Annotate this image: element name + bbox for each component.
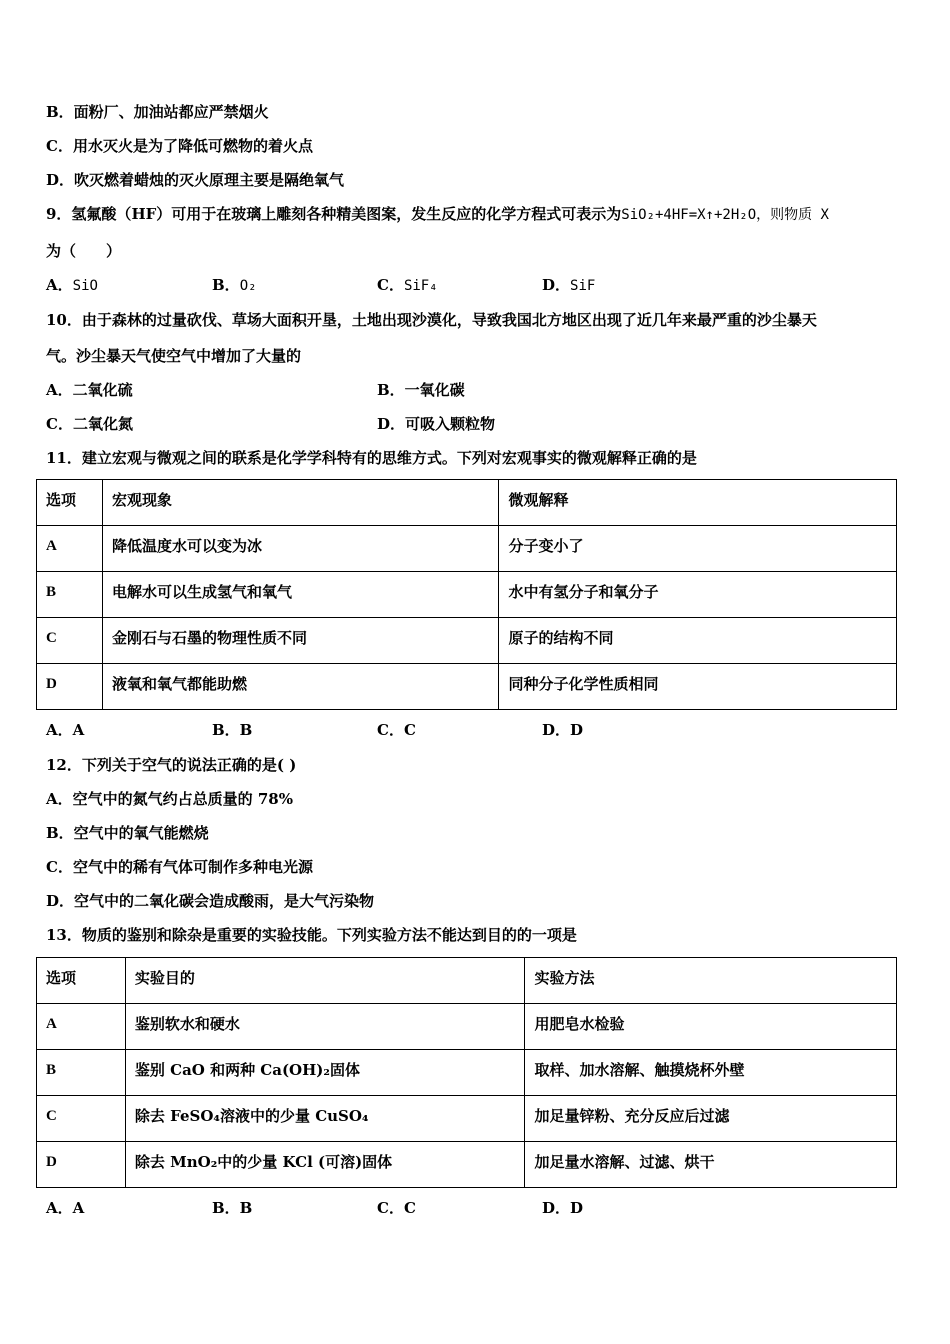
table-cell: C <box>37 1096 126 1142</box>
q12-option-b: B．空气中的氧气能燃烧 <box>46 824 209 842</box>
table-row <box>37 664 897 710</box>
q9-option-c: C．SiF₄ <box>377 276 438 294</box>
q9-stem-line2: 为（ ） <box>46 242 122 260</box>
q9-option-d: D．SiF <box>542 276 596 294</box>
q9-option-b: B．O₂ <box>212 276 257 294</box>
q11-table <box>36 479 897 710</box>
q11-answer-d: D．D <box>542 721 584 739</box>
table-cell: 用肥皂水检验 <box>525 1004 897 1050</box>
q11-answer-a: A．A <box>46 721 85 739</box>
q8-option-b: B．面粉厂、加油站都应严禁烟火 <box>46 103 269 121</box>
table-cell: 降低温度水可以变为冰 <box>102 526 499 572</box>
table-row <box>37 1142 897 1188</box>
table-cell: 除去 MnO₂中的少量 KCl (可溶)固体 <box>125 1142 525 1188</box>
table-cell: 鉴别软水和硬水 <box>125 1004 525 1050</box>
table-header-cell: 选项 <box>37 480 103 526</box>
table-header-row <box>37 480 897 526</box>
q10-stem: 10．由于森林的过量砍伐、草场大面积开垦，土地出现沙漠化，导致我国北方地区出现了近几年来最严重的沙尘暴天 <box>46 311 817 329</box>
table-row <box>37 618 897 664</box>
table-cell: B <box>37 1050 126 1096</box>
q10-option-a: A．二氧化硫 <box>46 381 133 399</box>
table-cell: B <box>37 572 103 618</box>
table-cell: 加足量锌粉、充分反应后过滤 <box>525 1096 897 1142</box>
table-cell: 原子的结构不同 <box>499 618 897 664</box>
table-header-cell: 选项 <box>37 958 126 1004</box>
q11-stem: 11．建立宏观与微观之间的联系是化学学科特有的思维方式。下列对宏观事实的微观解释正确的是 <box>46 449 697 467</box>
q13-stem: 13．物质的鉴别和除杂是重要的实验技能。下列实验方法不能达到目的的一项是 <box>46 926 577 944</box>
q11-answer-b: B．B <box>212 721 253 739</box>
table-row <box>37 1050 897 1096</box>
table-header-cell: 宏观现象 <box>102 480 499 526</box>
q11-answer-c: C．C <box>377 721 416 739</box>
table-cell: 鉴别 CaO 和两种 Ca(OH)₂固体 <box>125 1050 525 1096</box>
table-cell: C <box>37 618 103 664</box>
table-cell: 加足量水溶解、过滤、烘干 <box>525 1142 897 1188</box>
q10-option-b: B．一氧化碳 <box>377 381 465 399</box>
q9-option-a: A．SiO <box>46 276 98 294</box>
table-cell: A <box>37 526 103 572</box>
table-header-cell: 实验目的 <box>125 958 525 1004</box>
q12-option-c: C．空气中的稀有气体可制作多种电光源 <box>46 858 313 876</box>
table-cell: D <box>37 664 103 710</box>
q10-option-c: C．二氧化氮 <box>46 415 133 433</box>
table-row <box>37 1096 897 1142</box>
table-header-cell: 实验方法 <box>525 958 897 1004</box>
table-cell: 金刚石与石墨的物理性质不同 <box>102 618 499 664</box>
table-row <box>37 526 897 572</box>
q12-option-a: A．空气中的氮气约占总质量的 78% <box>46 790 293 808</box>
table-cell: 同种分子化学性质相同 <box>499 664 897 710</box>
q12-stem: 12．下列关于空气的说法正确的是( ) <box>46 756 297 774</box>
table-cell: 电解水可以生成氢气和氧气 <box>102 572 499 618</box>
q13-answer-b: B．B <box>212 1199 253 1217</box>
table-cell: A <box>37 1004 126 1050</box>
table-cell: D <box>37 1142 126 1188</box>
table-row <box>37 572 897 618</box>
q8-option-c: C．用水灭火是为了降低可燃物的着火点 <box>46 137 313 155</box>
table-row <box>37 1004 897 1050</box>
table-cell: 除去 FeSO₄溶液中的少量 CuSO₄ <box>125 1096 525 1142</box>
table-header-cell: 微观解释 <box>499 480 897 526</box>
q13-answer-d: D．D <box>542 1199 584 1217</box>
q13-answer-a: A．A <box>46 1199 85 1217</box>
q9-equation: SiO₂+4HF=X↑+2H₂O，则物质 X <box>621 207 829 223</box>
q10-stem-line2: 气。沙尘暴天气使空气中增加了大量的 <box>46 347 302 365</box>
table-header-row <box>37 958 897 1004</box>
q13-table <box>36 957 897 1188</box>
table-cell: 取样、加水溶解、触摸烧杯外壁 <box>525 1050 897 1096</box>
table-cell: 水中有氢分子和氧分子 <box>499 572 897 618</box>
q8-option-d: D．吹灭燃着蜡烛的灭火原理主要是隔绝氧气 <box>46 171 345 189</box>
q10-option-d: D．可吸入颗粒物 <box>377 415 496 433</box>
q13-answer-c: C．C <box>377 1199 416 1217</box>
table-cell: 液氧和氧气都能助燃 <box>102 664 499 710</box>
q9-stem: 9．氢氟酸（HF）可用于在玻璃上雕刻各种精美图案，发生反应的化学方程式可表示为SiO₂+4HF=X↑+2H₂O，则物质 X <box>46 205 829 223</box>
table-cell: 分子变小了 <box>499 526 897 572</box>
q12-option-d: D．空气中的二氧化碳会造成酸雨，是大气污染物 <box>46 892 375 910</box>
